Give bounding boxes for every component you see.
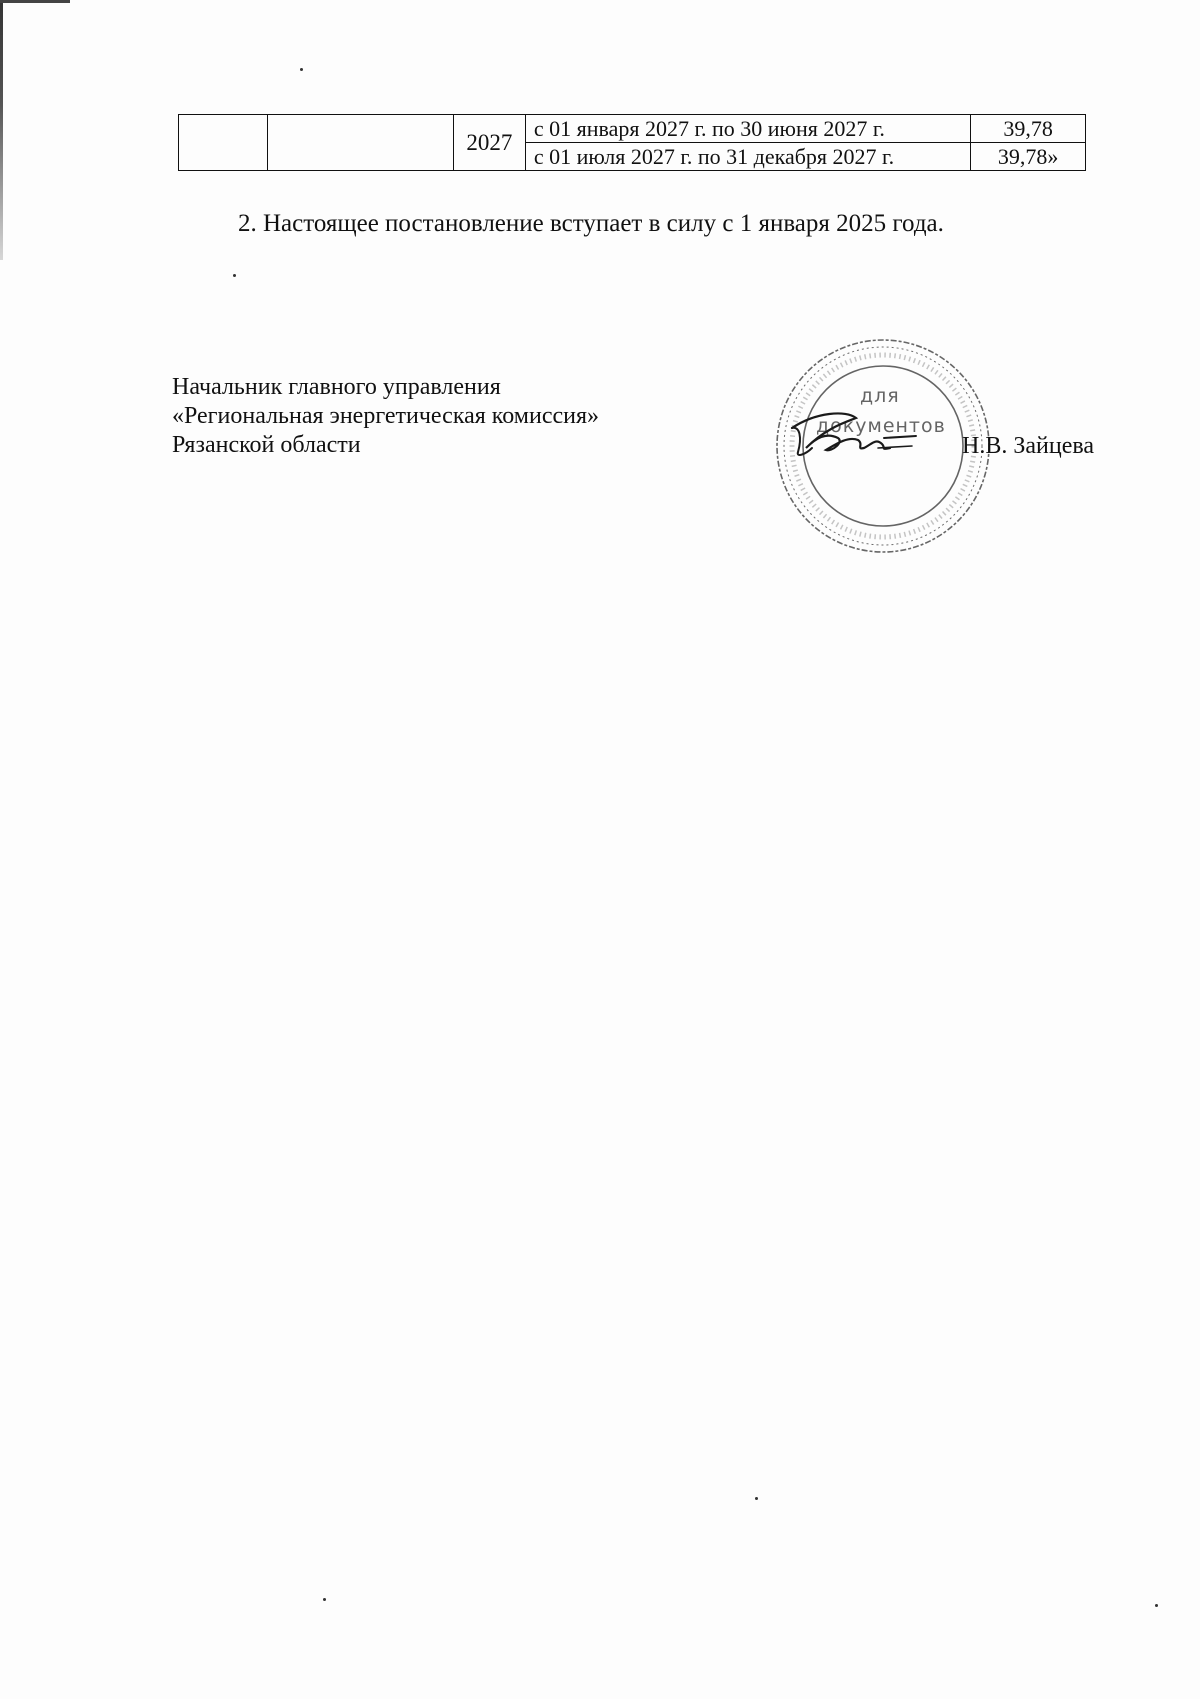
signer-position-line: Рязанской области: [172, 432, 361, 458]
effective-date-paragraph: 2. Настоящее постановление вступает в силу с 1 января 2025 года.: [238, 210, 944, 237]
scan-speck: [233, 274, 236, 277]
year-cell: 2027: [453, 115, 525, 171]
empty-cell: [179, 115, 268, 171]
handwritten-signature: [786, 408, 936, 468]
scan-edge-mark: [0, 0, 3, 260]
value-cell: 39,78»: [971, 143, 1086, 171]
seal-text: документов: [816, 415, 946, 437]
signer-position-block: [172, 373, 599, 460]
tariff-table: [178, 114, 1086, 171]
signer-position-line: Начальник главного управления: [172, 374, 501, 400]
signer-position-line: «Региональная энергетическая комиссия»: [172, 403, 600, 429]
scan-top-mark: [0, 0, 70, 3]
seal-text: для: [860, 385, 900, 407]
period-cell: с 01 января 2027 г. по 30 июня 2027 г.: [525, 115, 970, 143]
empty-cell: [267, 115, 453, 171]
period-cell: с 01 июля 2027 г. по 31 декабря 2027 г.: [525, 143, 970, 171]
value-cell: 39,78: [971, 115, 1086, 143]
scan-speck: [300, 68, 303, 71]
scan-speck: [755, 1497, 758, 1500]
table-row: [179, 115, 1086, 143]
signer-name: Н.В. Зайцева: [962, 433, 1095, 459]
scan-speck: [323, 1598, 326, 1601]
scan-speck: [1155, 1604, 1158, 1607]
